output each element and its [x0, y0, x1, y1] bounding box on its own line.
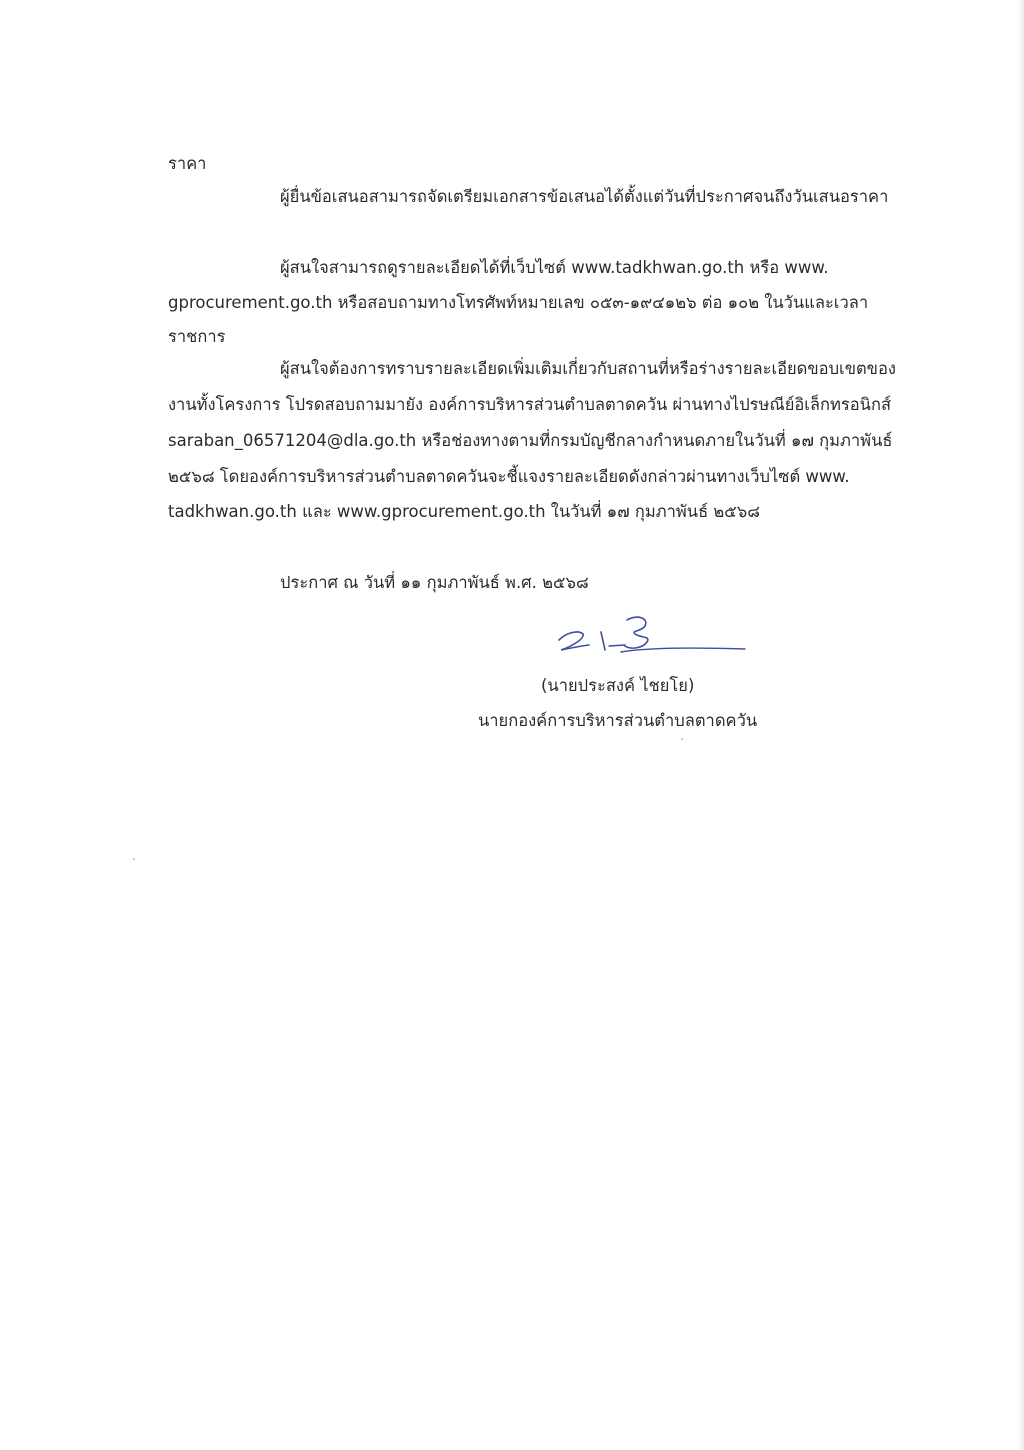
- text-line-clarification-date: tadkhwan.go.th และ www.gprocurement.go.th ในวันที่ ๑๗ กุมภาพันธ์ ๒๕๖๘: [168, 502, 760, 521]
- text-line-contact-org: งานทั้งโครงการ โปรดสอบถามมายัง องค์การบริหารส่วนตำบลตาดควัน ผ่านทางไปรษณีย์อิเล็กทรอนิกส์: [168, 395, 892, 414]
- text-line-more-details: ผู้สนใจต้องการทราบรายละเอียดเพิ่มเติมเกี่ยวกับสถานที่หรือร่างรายละเอียดขอบเขตของ: [280, 359, 896, 378]
- text-line-interested-website: ผู้สนใจสามารถดูรายละเอียดได้ที่เว็บไซต์ www.tadkhwan.go.th หรือ www.: [280, 258, 829, 277]
- handwritten-signature: [545, 612, 755, 662]
- signer-name: (นายประสงค์ ไชยโย): [541, 676, 695, 695]
- text-line-phone-inquiry: gprocurement.go.th หรือสอบถามทางโทรศัพท์หมายเลข ๐๕๓-๑๙๔๑๒๖ ต่อ ๑๐๒ ในวันและเวลา: [168, 293, 869, 312]
- text-line-email: saraban_06571204@dla.go.th หรือช่องทางตามที่กรมบัญชีกลางกำหนดภายในวันที่ ๑๗ กุมภาพันธ์: [168, 431, 893, 450]
- scan-speck: [133, 858, 135, 860]
- text-line-clarification: ๒๕๖๘ โดยองค์การบริหารส่วนตำบลตาดควันจะชี้แจงรายละเอียดดังกล่าวผ่านทางเว็บไซต์ www.: [168, 467, 850, 486]
- scan-speck: [681, 738, 683, 740]
- announcement-date: ประกาศ ณ วันที่ ๑๑ กุมภาพันธ์ พ.ศ. ๒๕๖๘: [280, 573, 589, 592]
- page-edge-shadow: [1018, 0, 1024, 1450]
- text-line-prepare-docs: ผู้ยื่นข้อเสนอสามารถจัดเตรียมเอกสารข้อเสนอได้ตั้งแต่วันที่ประกาศจนถึงวันเสนอราคา: [280, 187, 889, 206]
- signer-title: นายกองค์การบริหารส่วนตำบลตาดควัน: [478, 711, 758, 730]
- text-line-official-hours: ราชการ: [168, 327, 226, 346]
- text-line-price: ราคา: [168, 154, 207, 173]
